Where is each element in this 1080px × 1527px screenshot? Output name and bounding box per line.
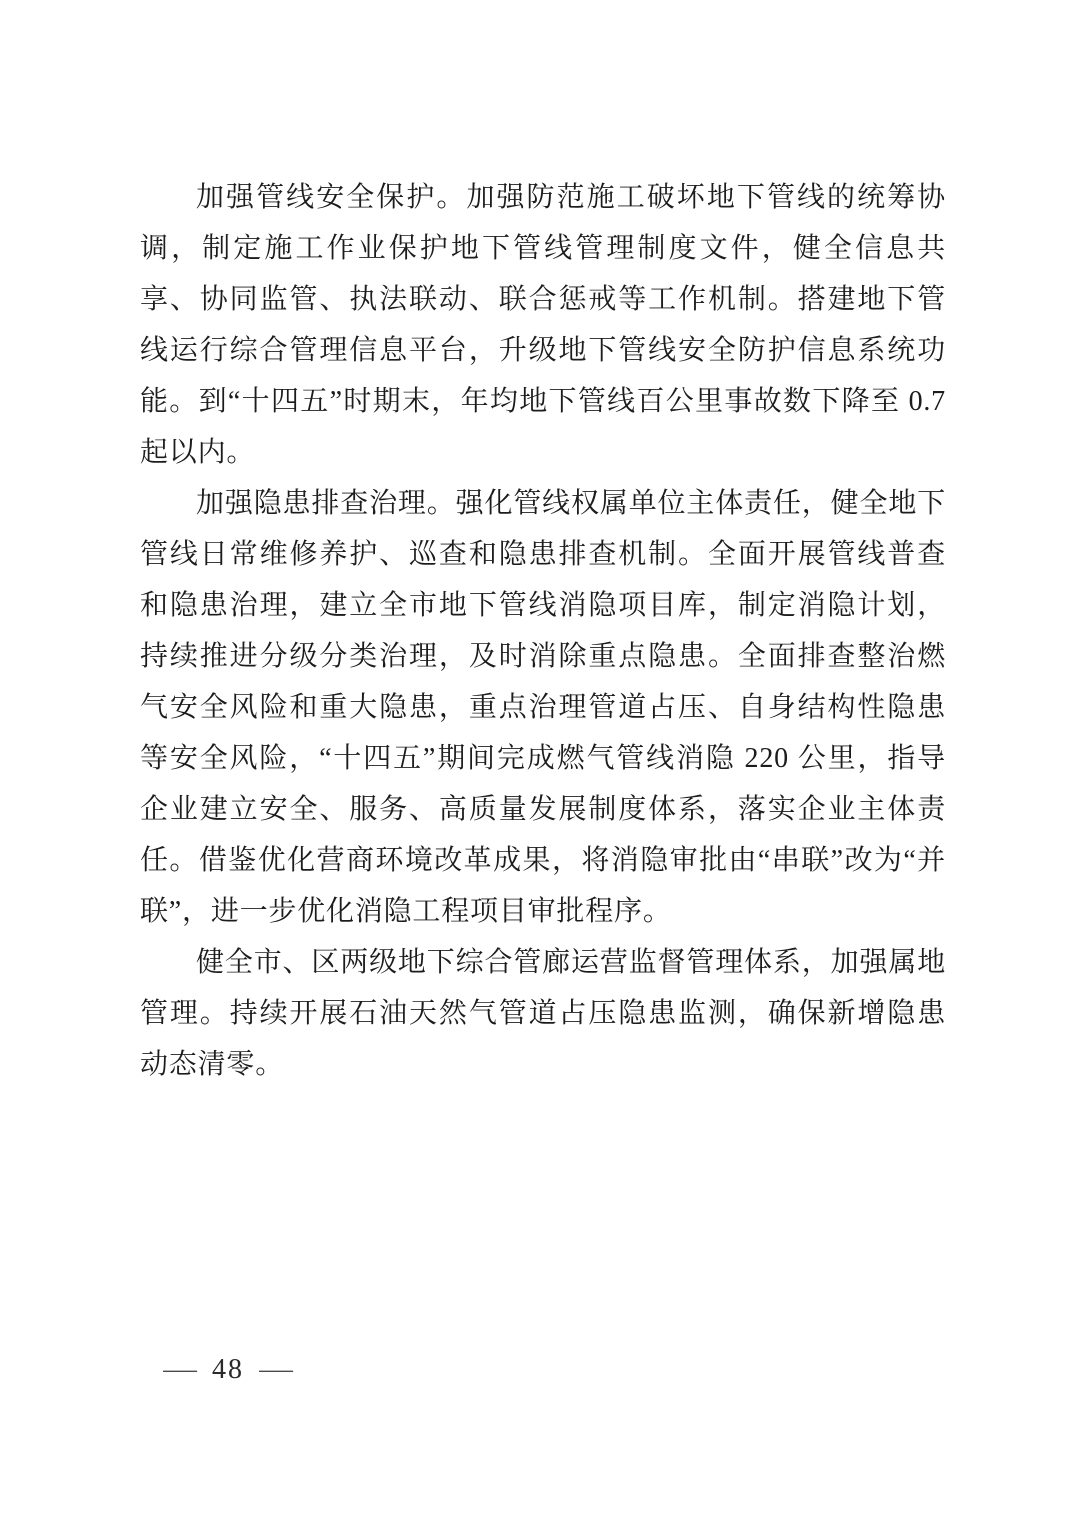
page-footer (163, 1352, 293, 1388)
footer-left-dash: — (163, 1354, 197, 1385)
paragraph-pipeline-safety-protection: 加强管线安全保护。加强防范施工破坏地下管线的统筹协调，制定施工作业保护地下管线管理制度文件，健全信息共享、协同监管、执法联动、联合惩戒等工作机制。搭建地下管线运行综合管理信息平台，升级地下管线安全防护信息系统功能。到“十四五”时期末，年均地下管线百公里事故数下降至 0.7 起以内。 (140, 182, 946, 468)
footer-right-dash: — (259, 1354, 293, 1385)
page-number: 48 (212, 1354, 244, 1385)
paragraph-hazard-inspection-treatment: 加强隐患排查治理。强化管线权属单位主体责任，健全地下管线日常维修养护、巡查和隐患排查机制。全面开展管线普查和隐患治理，建立全市地下管线消隐项目库，制定消隐计划，持续推进分级分类治理，及时消除重点隐患。全面排查整治燃气安全风险和重大隐患，重点治理管道占压、自身结构性隐患等安全风险，“十四五”期间完成燃气管线消隐 220 公里，指导企业建立安全、服务、高质量发展制度体系，落实企业主体责任。借鉴优化营商环境改革成果，将消隐审批由“串联”改为“并联”，进一步优化消隐工程项目审批程序。 (140, 488, 946, 927)
document-body (140, 172, 946, 1090)
paragraph-utility-tunnel-supervision: 健全市、区两级地下综合管廊运营监督管理体系，加强属地管理。持续开展石油天然气管道占压隐患监测，确保新增隐患动态清零。 (140, 947, 946, 1080)
